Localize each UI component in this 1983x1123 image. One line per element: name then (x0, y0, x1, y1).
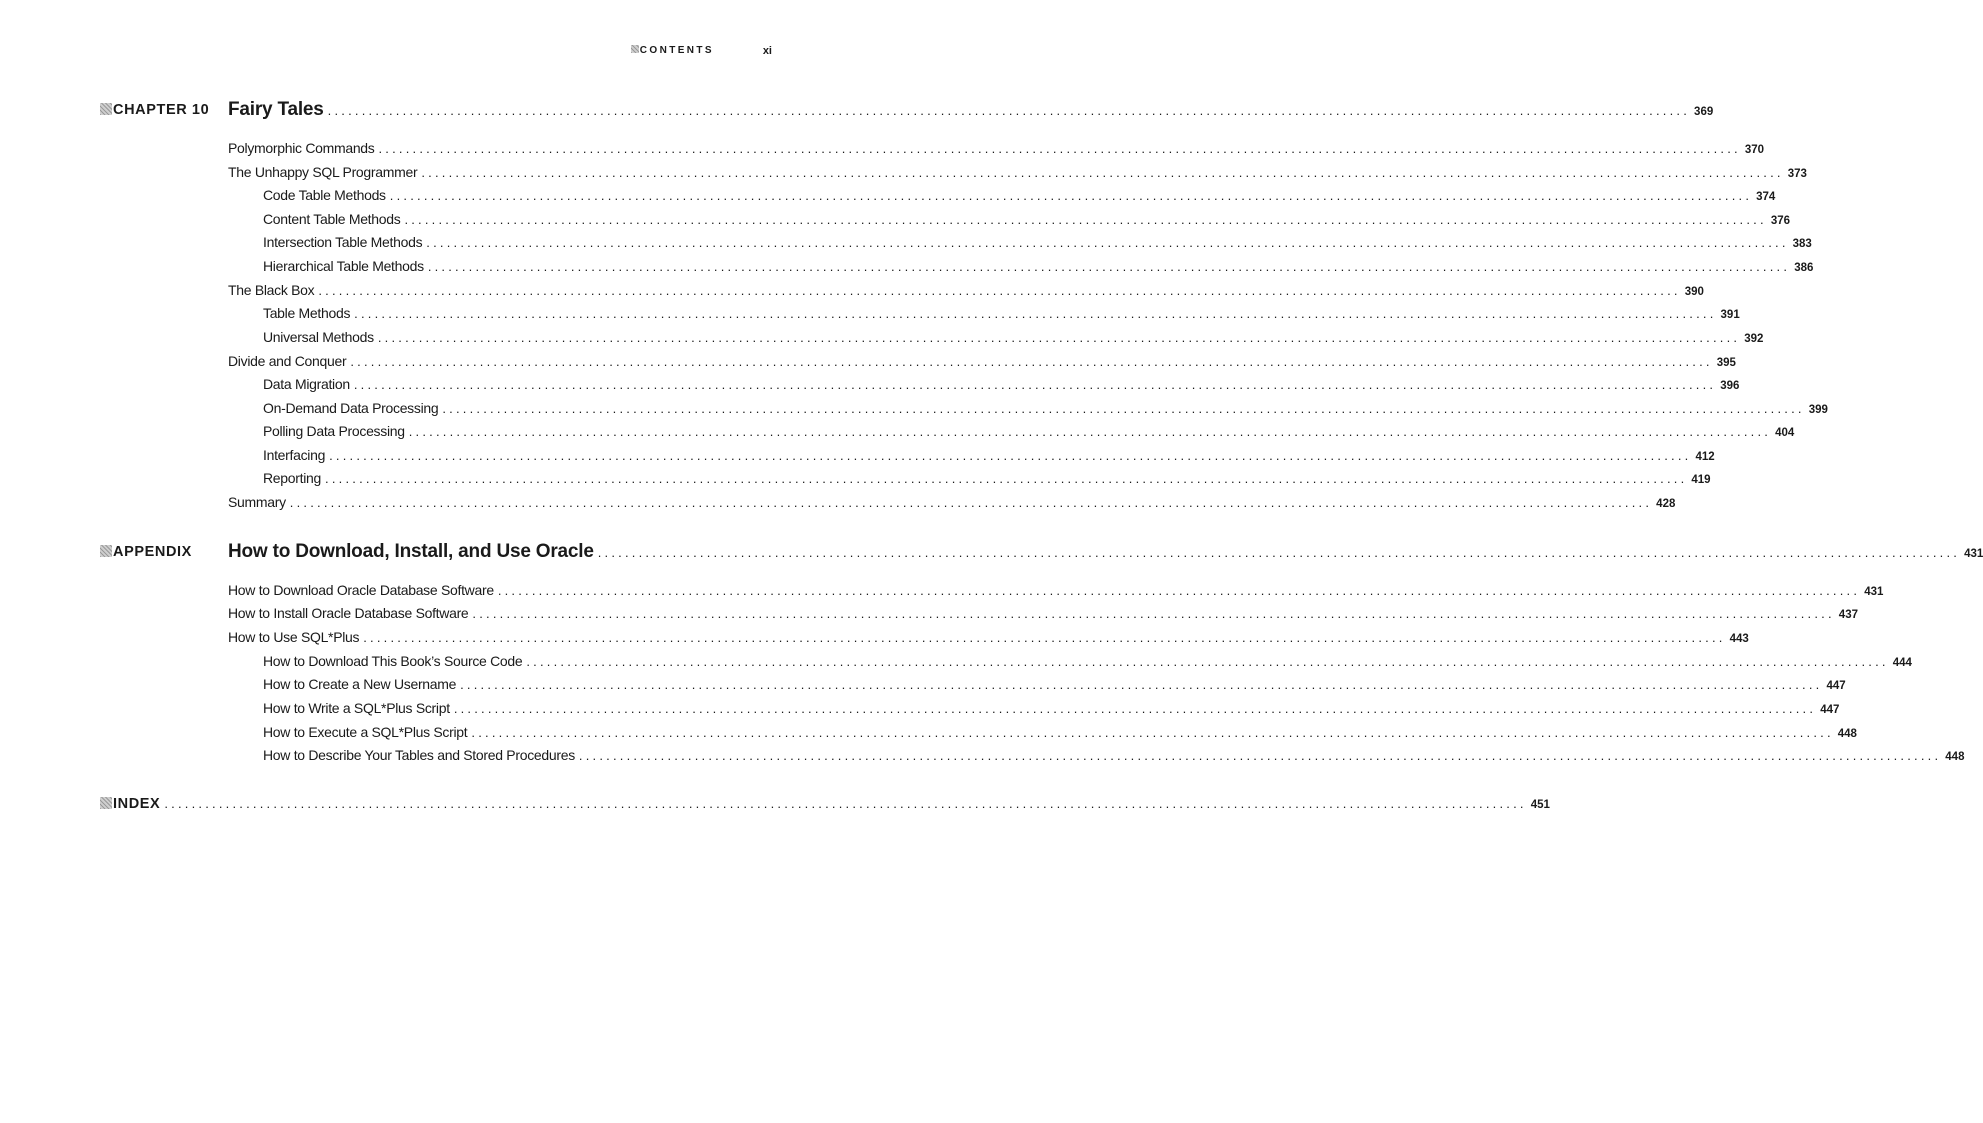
toc-entry-title: Polling Data Processing (263, 423, 405, 439)
toc-entry[interactable] (228, 350, 1736, 373)
toc-subentry[interactable] (263, 255, 1814, 278)
toc-entry-page: 376 (1770, 215, 1790, 227)
toc-subentry[interactable] (263, 208, 1790, 231)
toc-subentry[interactable] (263, 231, 1812, 254)
square-bullet-icon (100, 103, 112, 115)
leader-dots: ........................................................................................................................................................................................................ (578, 748, 1942, 763)
leader-dots: ........................................................................................................................................................................................................ (526, 654, 1889, 669)
toc-entry-page: 395 (1716, 357, 1736, 369)
leader-dots: ........................................................................................................................................................................................................ (353, 377, 1717, 392)
toc-subentry[interactable] (263, 302, 1740, 325)
leader-dots: ........................................................................................................................................................................................................ (318, 283, 1681, 298)
toc-subentry[interactable] (263, 373, 1740, 396)
toc-subentry[interactable] (263, 673, 1846, 696)
toc-entry-title: Code Table Methods (263, 187, 386, 203)
toc-entry-title: Divide and Conquer (228, 353, 347, 369)
leader-dots: ........................................................................................................................................................................................................ (426, 235, 1789, 250)
toc-entry-page: 419 (1691, 474, 1711, 486)
toc-entry-title: Polymorphic Commands (228, 140, 375, 156)
leader-dots: ........................................................................................................................................................................................................ (453, 701, 1817, 716)
toc-entry-page: 404 (1775, 427, 1795, 439)
toc-entry-page: 437 (1838, 609, 1858, 621)
leader-dots: ........................................................................................................................................................................................................ (472, 606, 1835, 621)
appendix-label: APPENDIX (100, 541, 192, 563)
toc-entry-page: 399 (1808, 404, 1828, 416)
chapter-title-line[interactable] (228, 99, 1714, 123)
index-page: 451 (1530, 799, 1550, 811)
toc-subentry[interactable] (263, 184, 1776, 207)
leader-dots: ........................................................................................................................................................................................................ (289, 495, 1653, 510)
appendix-title: How to Download, Install, and Use Oracle (228, 541, 594, 562)
toc-entry-page: 412 (1695, 451, 1715, 463)
leader-dots: ........................................................................................................................................................................................................ (164, 796, 1527, 811)
leader-dots: ........................................................................................................................................................................................................ (363, 630, 1726, 645)
toc-entry-title: Interfacing (263, 447, 326, 463)
toc-entry-title: The Unhappy SQL Programmer (228, 164, 418, 180)
toc-entry-page: 373 (1787, 168, 1807, 180)
toc-entry[interactable] (228, 602, 1858, 625)
leader-dots: ........................................................................................................................................................................................................ (377, 330, 1741, 345)
toc-entry-page: 443 (1729, 633, 1749, 645)
toc-entry-page: 447 (1820, 704, 1840, 716)
toc-entry-page: 448 (1837, 728, 1857, 740)
toc-entry-title: Data Migration (263, 376, 350, 392)
toc-subentry[interactable] (263, 467, 1711, 490)
toc-entry-page: 374 (1756, 191, 1776, 203)
index-label: INDEX (100, 793, 160, 815)
leader-dots: ........................................................................................................................................................................................................ (378, 141, 1741, 156)
toc-entry-page: 391 (1720, 309, 1740, 321)
toc-entry-page: 448 (1945, 751, 1965, 763)
toc-entry-title: On-Demand Data Processing (263, 400, 439, 416)
toc-entry-title: How to Execute a SQL*Plus Script (263, 724, 468, 740)
toc-entry-page: 444 (1892, 657, 1912, 669)
toc-entry-title: Table Methods (263, 305, 351, 321)
chapter-page: 369 (1694, 106, 1714, 118)
toc-entry-page: 396 (1720, 380, 1740, 392)
toc-entry-title: Hierarchical Table Methods (263, 258, 424, 274)
toc-entry-title: How to Describe Your Tables and Stored Procedures (263, 747, 575, 763)
toc-entry-title: The Black Box (228, 282, 315, 298)
leader-dots: ........................................................................................................................................................................................................ (471, 725, 1834, 740)
toc-subentry[interactable] (263, 397, 1828, 420)
leader-dots: ........................................................................................................................................................................................................ (497, 583, 1861, 598)
toc-entry-title: Reporting (263, 470, 322, 486)
page-number: xi (762, 45, 772, 57)
toc-entry[interactable] (228, 137, 1765, 160)
toc-entry-page: 390 (1684, 286, 1704, 298)
toc-subentry[interactable] (263, 744, 1965, 767)
square-bullet-icon (100, 797, 112, 809)
toc-entry-page: 370 (1744, 144, 1765, 156)
chapter-title: Fairy Tales (228, 99, 324, 120)
toc-entry-title: Intersection Table Methods (263, 234, 423, 250)
toc-entry-title: How to Use SQL*Plus (228, 629, 360, 645)
toc-subentry[interactable] (263, 326, 1764, 349)
toc-entry-title: Summary (228, 494, 286, 510)
toc-entry-title: Content Table Methods (263, 211, 401, 227)
toc-entry-title: How to Download This Book’s Source Code (263, 653, 523, 669)
leader-dots: ........................................................................................................................................................................................................ (354, 306, 1717, 321)
toc-entry-page: 431 (1864, 586, 1884, 598)
toc-entry-page: 386 (1794, 262, 1814, 274)
leader-dots: ........................................................................................................................................................................................................ (404, 212, 1767, 227)
toc-entry-title: Universal Methods (263, 329, 374, 345)
toc-entry-page: 428 (1656, 498, 1676, 510)
toc-entry[interactable] (228, 279, 1704, 302)
leader-dots: ........................................................................................................................................................................................................ (327, 103, 1691, 118)
toc-subentry[interactable] (263, 650, 1912, 673)
leader-dots: ........................................................................................................................................................................................................ (389, 188, 1753, 203)
appendix-page: 431 (1964, 548, 1983, 560)
square-bullet-icon (631, 45, 639, 53)
square-bullet-icon (100, 545, 112, 557)
leader-dots: ........................................................................................................................................................................................................ (427, 259, 1791, 274)
leader-dots: ........................................................................................................................................................................................................ (421, 165, 1784, 180)
toc-entry-title: How to Install Oracle Database Software (228, 605, 469, 621)
appendix-title-line[interactable] (228, 541, 1983, 565)
toc-entry-title: How to Create a New Username (263, 676, 457, 692)
leader-dots: ........................................................................................................................................................................................................ (597, 545, 1961, 560)
index-line[interactable] (100, 793, 1550, 816)
toc-entry-title: How to Download Oracle Database Software (228, 582, 494, 598)
leader-dots: ........................................................................................................................................................................................................ (460, 677, 1823, 692)
chapter-label: CHAPTER 10 (100, 99, 209, 121)
toc-entry-page: 392 (1744, 333, 1764, 345)
toc-subentry[interactable] (263, 721, 1857, 744)
toc-entry-page: 447 (1826, 680, 1846, 692)
running-head (0, 43, 816, 59)
toc-entry-title: How to Write a SQL*Plus Script (263, 700, 450, 716)
toc-subentry[interactable] (263, 444, 1715, 467)
toc-subentry[interactable] (263, 697, 1840, 720)
leader-dots: ........................................................................................................................................................................................................ (350, 354, 1713, 369)
running-head-label: CONTENTS (631, 43, 714, 59)
toc-entry[interactable] (228, 161, 1807, 184)
leader-dots: ........................................................................................................................................................................................................ (408, 424, 1772, 439)
toc-subentry[interactable] (263, 420, 1795, 443)
toc-entry[interactable] (228, 491, 1676, 514)
toc-entry[interactable] (228, 626, 1749, 649)
leader-dots: ........................................................................................................................................................................................................ (442, 401, 1805, 416)
toc-entry[interactable] (228, 579, 1884, 602)
toc-entry-page: 383 (1792, 238, 1812, 250)
leader-dots: ........................................................................................................................................................................................................ (325, 471, 1688, 486)
leader-dots: ........................................................................................................................................................................................................ (329, 448, 1692, 463)
